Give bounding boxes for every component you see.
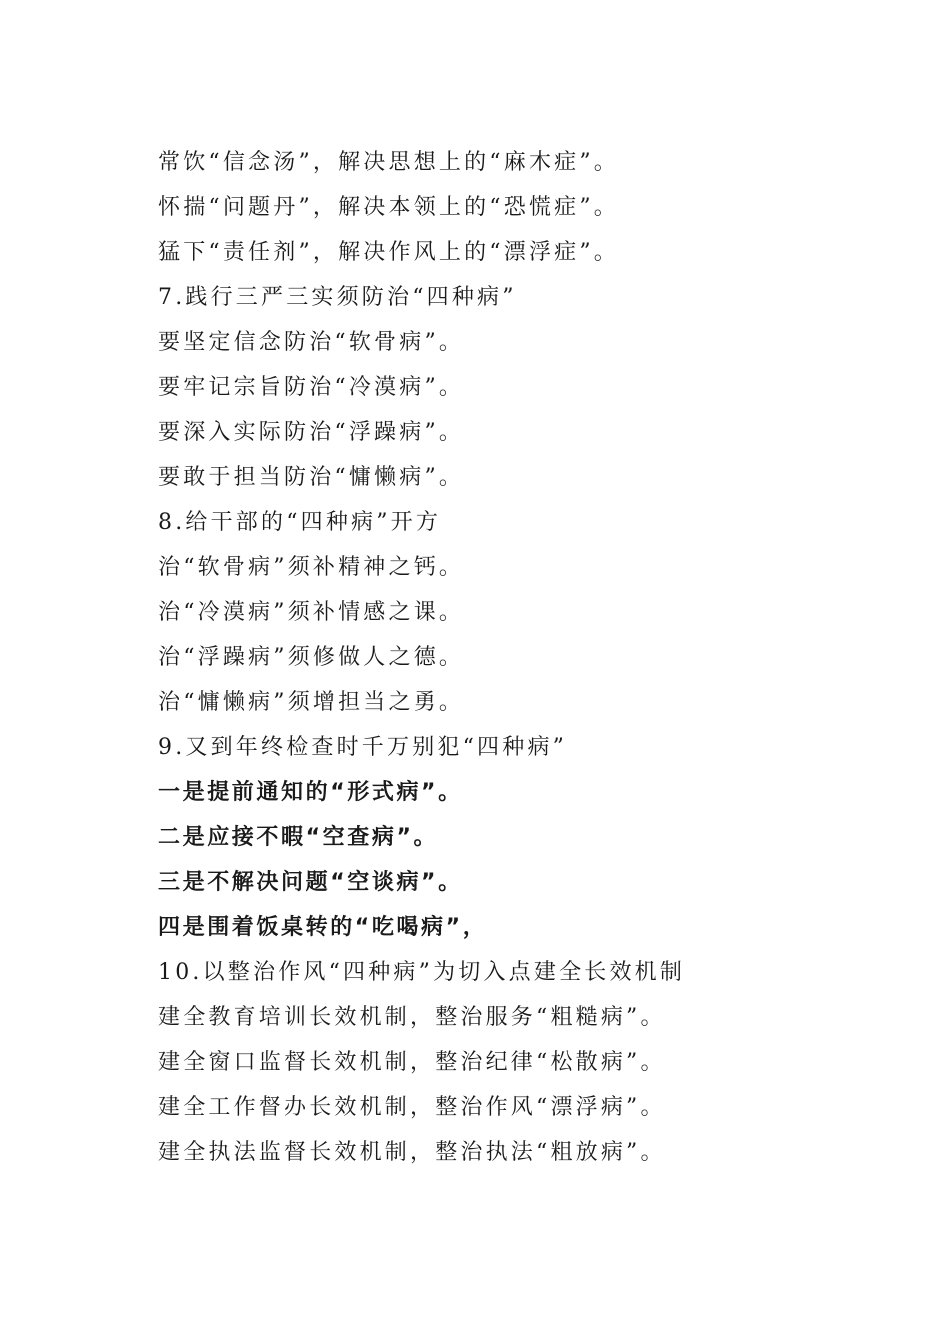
text-line: 建全执法监督长效机制，整治执法“粗放病”。 — [158, 1140, 666, 1165]
text-line: 要深入实际防治“浮躁病”。 — [158, 420, 465, 445]
section-heading-8: 8.给干部的“四种病”开方 — [158, 510, 442, 535]
bold-text-line: 三是不解决问题“空谈病”。 — [158, 870, 463, 895]
text-line: 治“冷漠病”须补情感之课。 — [158, 600, 465, 625]
text-line: 建全工作督办长效机制，整治作风“漂浮病”。 — [158, 1095, 666, 1120]
bold-text-line: 一是提前通知的“形式病”。 — [158, 780, 463, 805]
text-line: 治“软骨病”须补精神之钙。 — [158, 555, 465, 580]
document-body — [158, 140, 858, 1175]
text-line: 要坚定信念防治“软骨病”。 — [158, 330, 465, 355]
text-line: 建全教育培训长效机制，整治服务“粗糙病”。 — [158, 1005, 666, 1030]
section-heading-10: 10.以整治作风“四种病”为切入点建全长效机制 — [158, 960, 686, 985]
text-line: 治“慵懒病”须增担当之勇。 — [158, 690, 465, 715]
text-line: 建全窗口监督长效机制，整治纪律“松散病”。 — [158, 1050, 666, 1075]
text-line: 要敢于担当防治“慵懒病”。 — [158, 465, 465, 490]
section-heading-9: 9.又到年终检查时千万别犯“四种病” — [158, 735, 568, 760]
text-line: 治“浮躁病”须修做人之德。 — [158, 645, 465, 670]
section-heading-7: 7.践行三严三实须防治“四种病” — [158, 285, 517, 310]
text-line: 要牢记宗旨防治“冷漠病”。 — [158, 375, 465, 400]
text-line: 常饮“信念汤”，解决思想上的“麻木症”。 — [158, 150, 619, 175]
bold-text-line: 二是应接不暇“空查病”。 — [158, 825, 439, 850]
text-line: 猛下“责任剂”，解决作风上的“漂浮症”。 — [158, 240, 619, 265]
text-line: 怀揣“问题丹”，解决本领上的“恐慌症”。 — [158, 195, 619, 220]
bold-text-line: 四是围着饭桌转的“吃喝病”， — [158, 915, 488, 940]
